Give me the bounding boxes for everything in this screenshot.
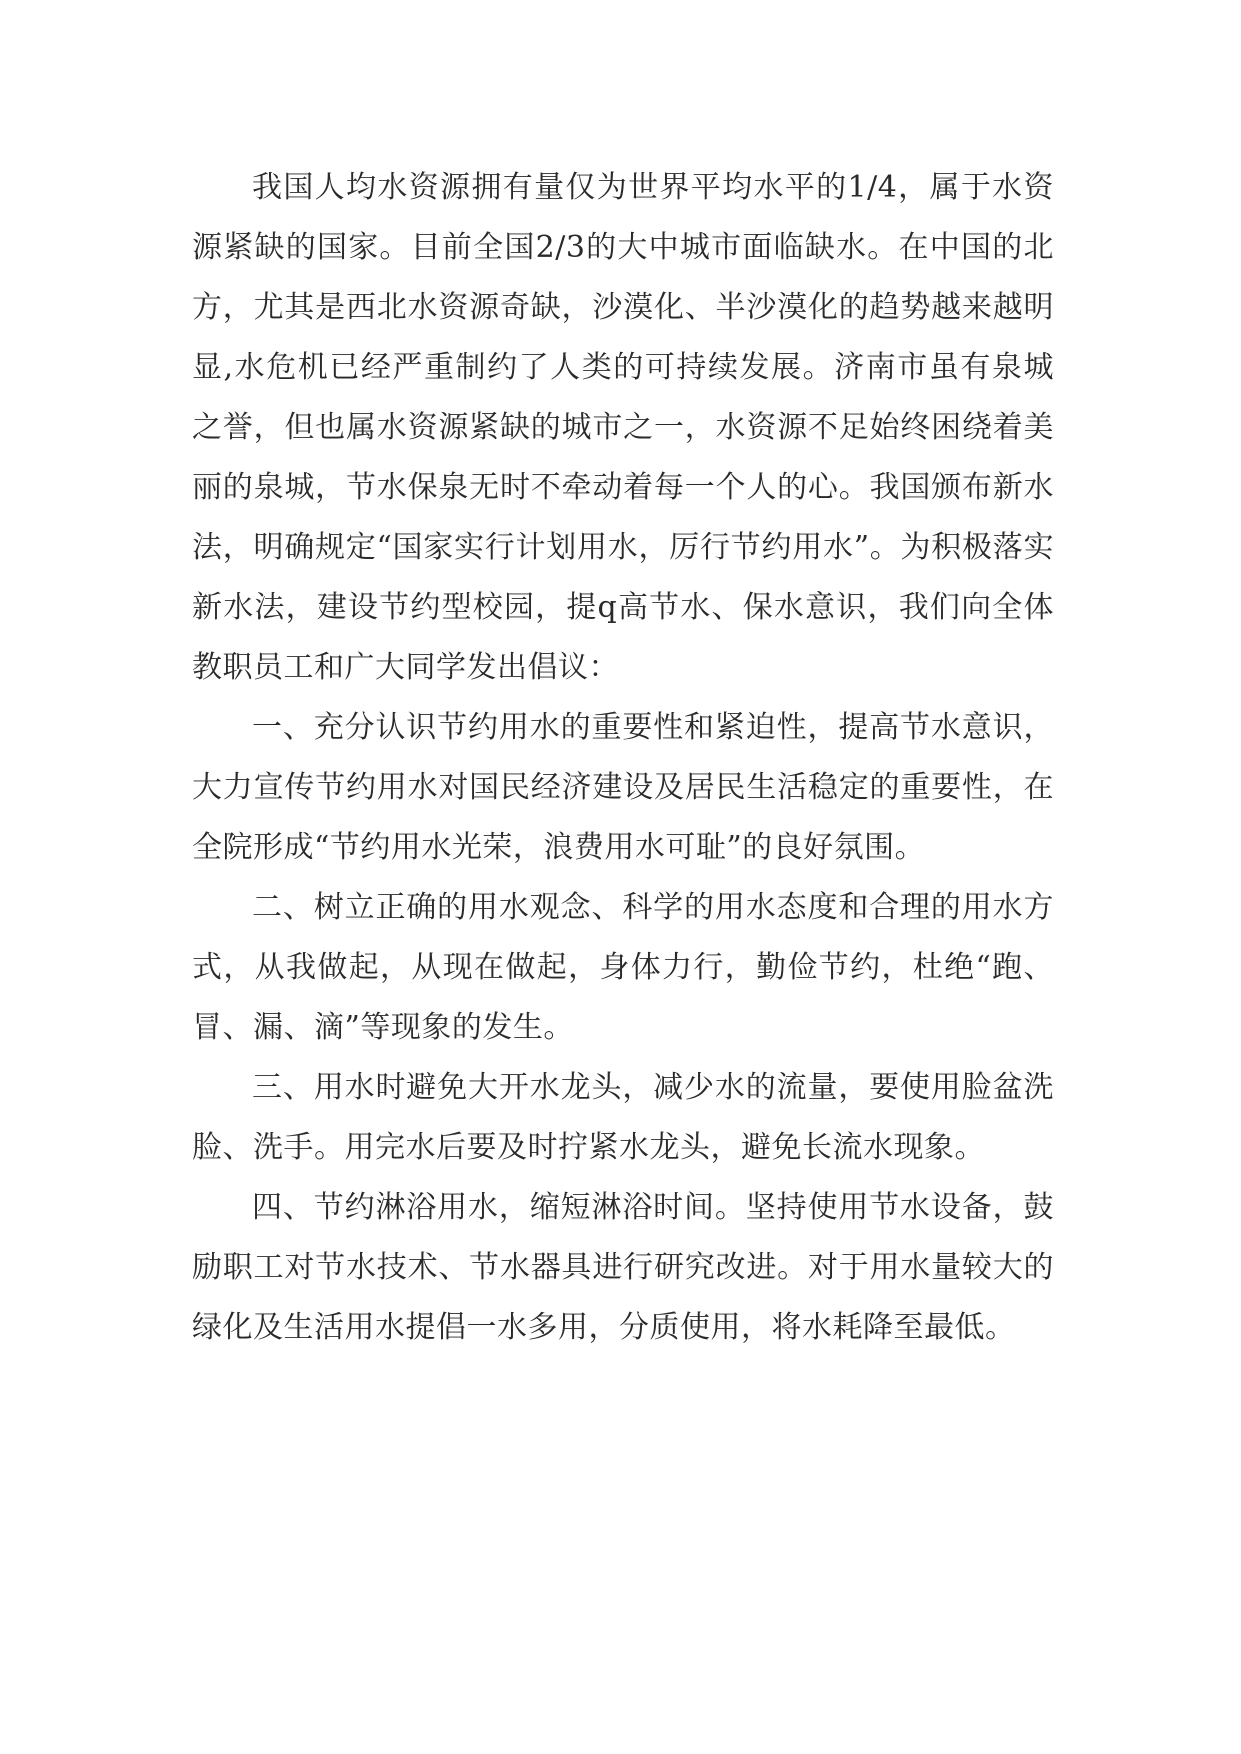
paragraph-item-4: 四、节约淋浴用水，缩短淋浴时间。坚持使用节水设备，鼓励职工对节水技术、节水器具进行研究改进。对于用水量较大的绿化及生活用水提倡一水多用，分质使用，将水耗降至最低。 <box>192 1190 1054 1345</box>
document-body <box>192 158 1054 1358</box>
paragraph-intro: 我国人均水资源拥有量仅为世界平均水平的1/4，属于水资源紧缺的国家。目前全国2/3的大中城市面临缺水。在中国的北方，尤其是西北水资源奇缺，沙漠化、半沙漠化的趋势越来越明显,水危机已经严重制约了人类的可持续发展。济南市虽有泉城之誉，但也属水资源紧缺的城市之一，水资源不足始终困绕着美丽的泉城，节水保泉无时不牵动着每一个人的心。我国颁布新水法，明确规定“国家实行计划用水，厉行节约用水”。为积极落实新水法，建设节约型校园，提q高节水、保水意识，我们向全体教职员工和广大同学发出倡议： <box>192 170 1054 685</box>
paragraph-item-1: 一、充分认识节约用水的重要性和紧迫性，提高节水意识，大力宣传节约用水对国民经济建设及居民生活稳定的重要性，在全院形成“节约用水光荣，浪费用水可耻”的良好氛围。 <box>192 710 1054 865</box>
paragraph-item-2: 二、树立正确的用水观念、科学的用水态度和合理的用水方式，从我做起，从现在做起，身体力行，勤俭节约，杜绝“跑、冒、漏、滴”等现象的发生。 <box>192 890 1054 1045</box>
paragraph-item-3: 三、用水时避免大开水龙头，减少水的流量，要使用脸盆洗脸、洗手。用完水后要及时拧紧水龙头，避免长流水现象。 <box>192 1070 1054 1165</box>
